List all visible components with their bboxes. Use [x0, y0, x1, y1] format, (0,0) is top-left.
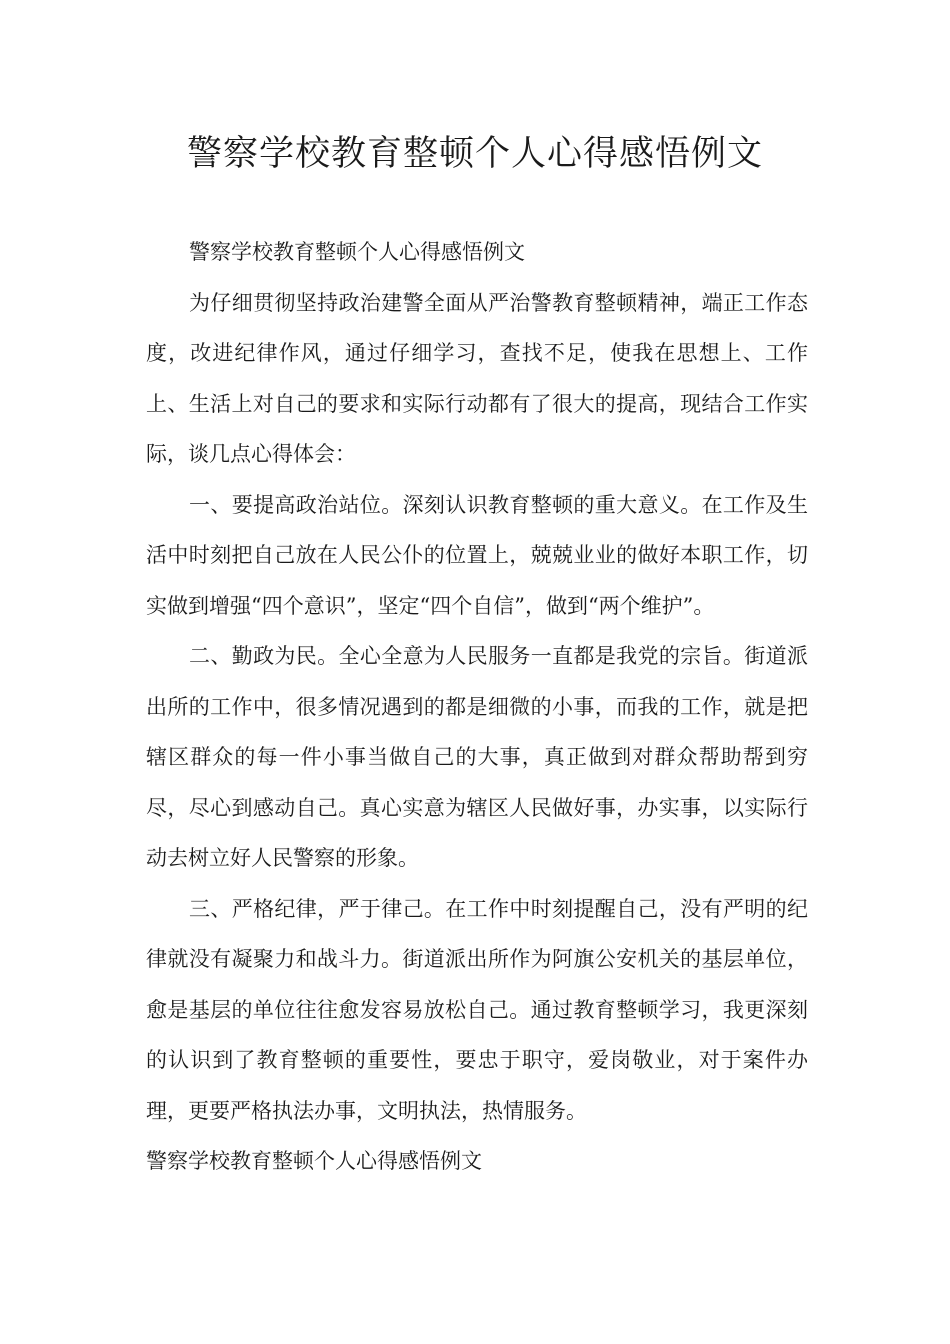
point-three-paragraph: 三、严格纪律，严于律己。在工作中时刻提醒自己，没有严明的纪律就没有凝聚力和战斗力。街道派出所作为阿旗公安机关的基层单位，愈是基层的单位往往愈发容易放松自己。通过教育整顿学习，我更深刻的认识到了教育整顿的重要性，要忠于职守，爱岗敬业，对于案件办理，更要严格执法办事，文明执法，热情服务。	[146, 896, 808, 1123]
intro-paragraph: 为仔细贯彻坚持政治建警全面从严治警教育整顿精神，端正工作态度，改进纪律作风，通过仔细学习，查找不足，使我在思想上、工作上、生活上对自己的要求和实际行动都有了很大的提高，现结合工作实际，谈几点心得体会：	[146, 290, 808, 466]
closing-title-line: 警察学校教育整顿个人心得感悟例文	[146, 1149, 482, 1173]
subtitle-paragraph: 警察学校教育整顿个人心得感悟例文	[189, 240, 525, 264]
document-title: 警察学校教育整顿个人心得感悟例文	[186, 134, 763, 174]
document-body	[146, 227, 808, 1187]
point-one-paragraph: 一、要提高政治站位。深刻认识教育整顿的重大意义。在工作及生活中时刻把自己放在人民公仆的位置上，兢兢业业的做好本职工作，切实做到增强“四个意识”，坚定“四个自信”，做到“两个维护”。	[146, 492, 808, 618]
point-two-paragraph: 二、勤政为民。全心全意为人民服务一直都是我党的宗旨。街道派出所的工作中，很多情况遇到的都是细微的小事，而我的工作，就是把辖区群众的每一件小事当做自己的大事，真正做到对群众帮助帮到穷尽，尽心到感动自己。真心实意为辖区人民做好事，办实事，以实际行动去树立好人民警察的形象。	[146, 644, 808, 870]
